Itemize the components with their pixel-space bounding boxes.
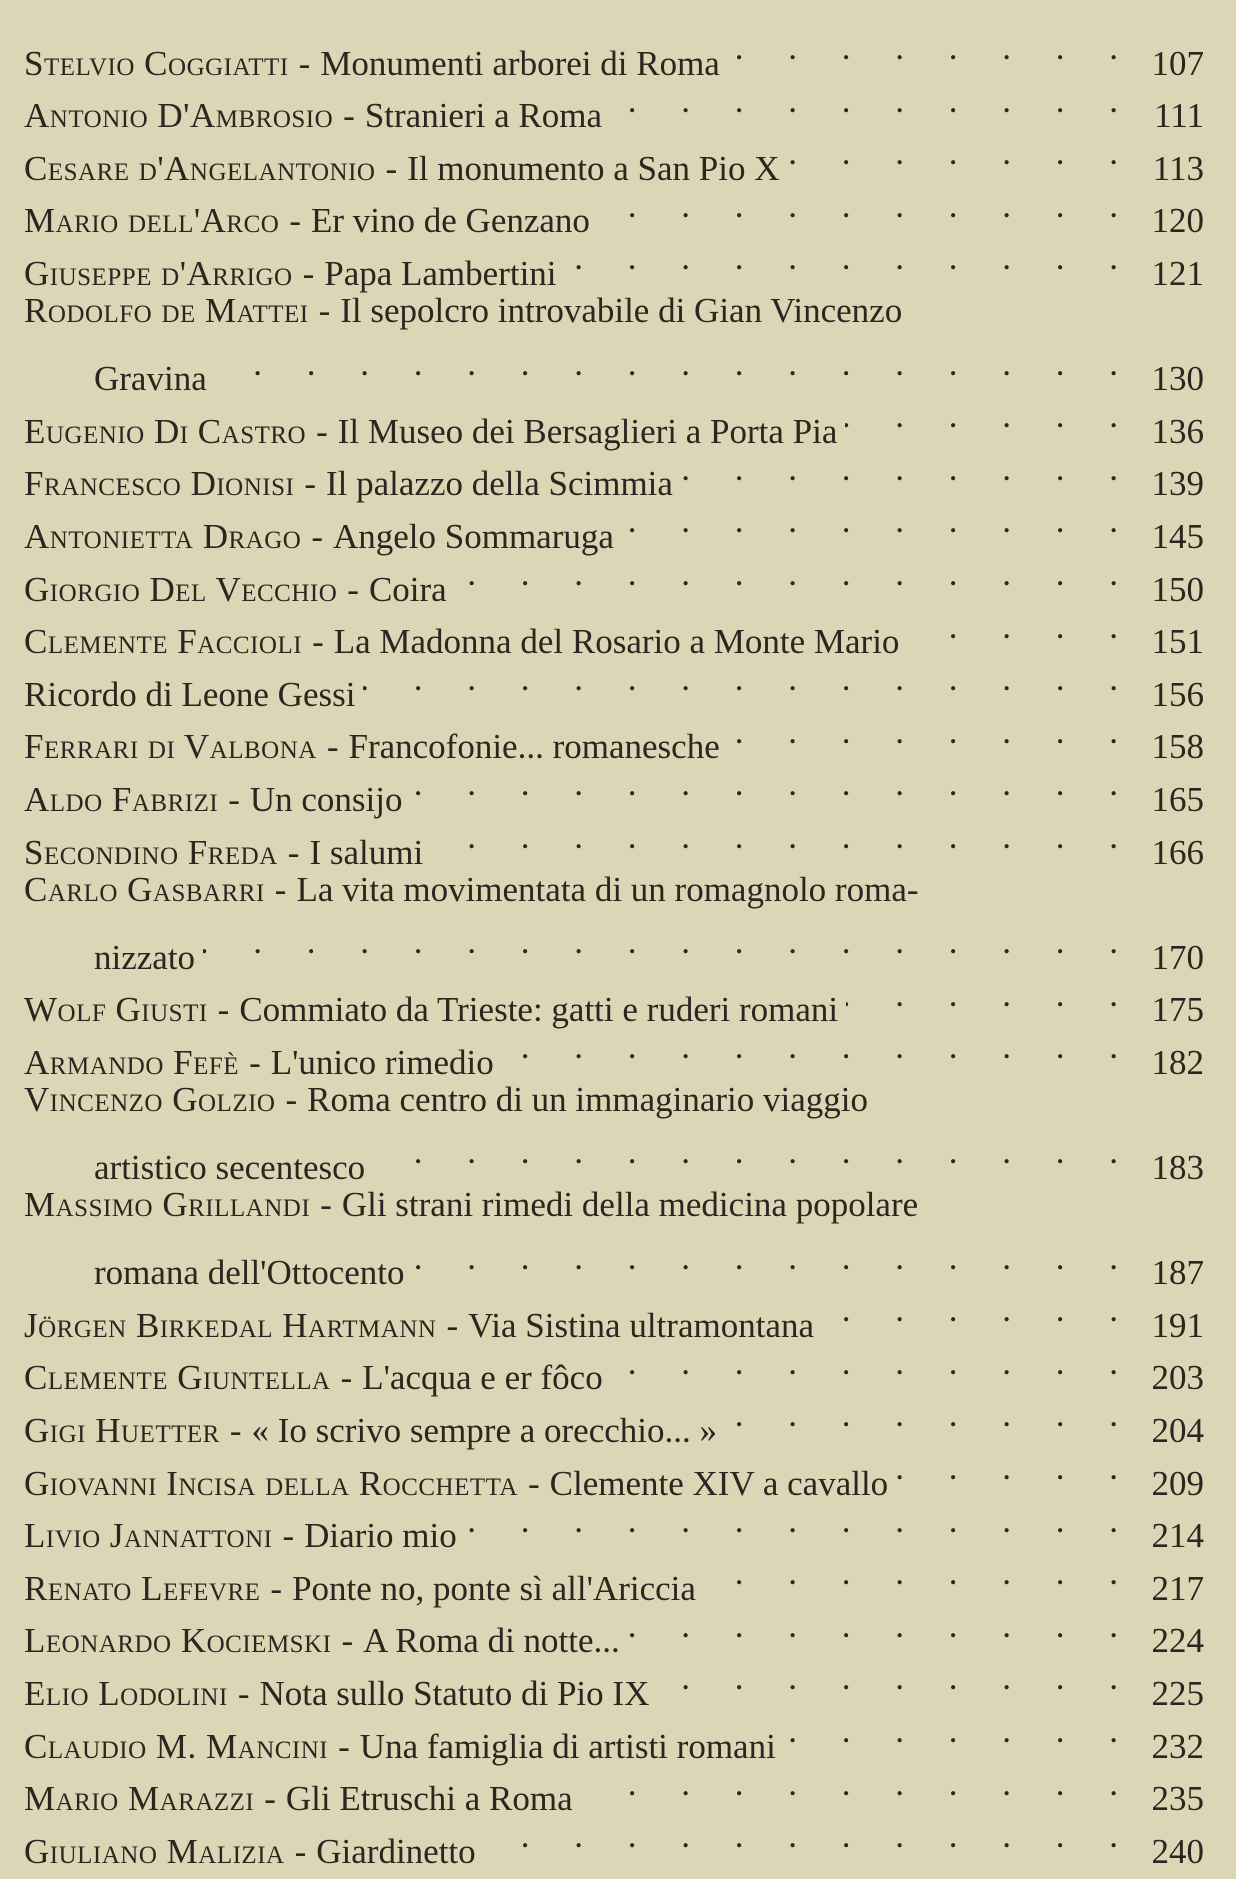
entry-page-number: 150 — [1151, 569, 1204, 609]
dot-leader — [373, 1126, 1136, 1179]
entry-page-number: 165 — [1151, 779, 1204, 819]
entry-page-number: 191 — [1151, 1305, 1204, 1345]
entry-title: Ricordo di Leone Gessi — [24, 674, 356, 714]
entry-author: Gigi Huetter — [24, 1411, 220, 1451]
entry-page-number: 209 — [1151, 1463, 1204, 1503]
entry-page-number: 187 — [1151, 1253, 1204, 1293]
entry-separator: - — [316, 411, 328, 451]
entry-separator: - — [289, 201, 301, 241]
entry-title: Angelo Sommaruga — [332, 516, 614, 556]
entry-author: Cesare d'Angelantonio — [24, 148, 376, 188]
entry-separator: - — [270, 1568, 283, 1608]
dot-leader — [725, 1389, 1136, 1442]
entry-author: Giuliano Malizia — [24, 1831, 285, 1871]
entry-title-continuation: artistico secentesco — [94, 1148, 366, 1188]
dot-leader — [822, 1284, 1136, 1337]
entry-page-number: 145 — [1151, 516, 1204, 556]
entry-title: L'unico rimedio — [270, 1042, 494, 1082]
dot-leader — [907, 601, 1136, 654]
entry-title-continuation: Gravina — [94, 359, 207, 399]
entry-author: Rodolfo de Mattei — [24, 290, 309, 330]
entry-author: Leonardo Kociemski — [24, 1621, 332, 1661]
dot-leader — [728, 706, 1136, 759]
dot-leader — [896, 1442, 1136, 1495]
entry-separator: - — [527, 1463, 540, 1503]
entry-page-number: 224 — [1151, 1621, 1204, 1661]
entry-title: Giardinetto — [316, 1831, 476, 1871]
entry-separator: - — [343, 96, 355, 136]
entry-author: Clemente Giuntella — [24, 1358, 331, 1398]
entry-page-number: 204 — [1151, 1411, 1204, 1451]
entry-separator: - — [285, 1079, 298, 1119]
dot-leader — [581, 1758, 1136, 1811]
entry-separator: - — [347, 569, 359, 609]
entry-title: Una famiglia di artisti romani — [359, 1726, 776, 1766]
dot-leader — [728, 22, 1136, 75]
dot-leader — [565, 232, 1136, 285]
entry-page-number: 235 — [1151, 1779, 1204, 1819]
entry-title-continuation: nizzato — [94, 937, 196, 977]
entry-separator: - — [237, 1674, 250, 1713]
entry-author: Giovanni Incisa della Rocchetta — [24, 1463, 518, 1503]
entry-author: Carlo Gasbarri — [24, 869, 265, 909]
dot-leader — [657, 1652, 1136, 1705]
dot-leader — [413, 1232, 1136, 1285]
entry-page-number: 113 — [1152, 148, 1204, 188]
dot-leader — [598, 180, 1136, 233]
dot-leader — [455, 548, 1136, 601]
entry-title: Coira — [368, 569, 447, 609]
entry-title: Nota sullo Statuto di Pio IX — [259, 1674, 650, 1713]
entry-author: Eugenio Di Castro — [24, 411, 307, 451]
entry-title: Via Sistina ultramontana — [468, 1305, 814, 1345]
dot-leader — [484, 1810, 1136, 1863]
entry-separator: - — [446, 1305, 459, 1345]
entry-page-number: 120 — [1151, 201, 1204, 241]
dot-leader — [431, 811, 1136, 864]
entry-title: L'acqua e er fôco — [362, 1358, 603, 1398]
dot-leader — [787, 127, 1136, 180]
entry-title: Un consijo — [249, 779, 403, 819]
dot-leader — [611, 1337, 1136, 1390]
entry-separator: - — [228, 779, 240, 819]
toc-entry-continuation — [24, 916, 1204, 977]
entry-separator: - — [318, 290, 331, 330]
dot-leader — [502, 1021, 1136, 1074]
entry-page-number: 107 — [1151, 43, 1204, 83]
entry-title: Francofonie... romanesche — [348, 727, 720, 767]
dot-leader — [704, 1547, 1136, 1600]
entry-separator: - — [249, 1042, 261, 1082]
entry-author: Clemente Faccioli — [24, 622, 303, 662]
entry-page-number: 156 — [1151, 674, 1204, 714]
entry-separator: - — [287, 832, 300, 872]
entry-title: « Io scrivo sempre a orecchio... » — [251, 1411, 718, 1451]
entry-separator: - — [340, 1358, 353, 1398]
entry-separator: - — [294, 1831, 307, 1871]
dot-leader — [203, 916, 1136, 969]
entry-separator: - — [217, 990, 230, 1030]
dot-leader — [784, 1705, 1136, 1758]
entry-author: Secondino Freda — [24, 832, 278, 872]
entry-title: Clemente XIV a cavallo — [549, 1463, 889, 1503]
entry-title: I salumi — [309, 832, 424, 872]
entry-page-number: 170 — [1151, 937, 1204, 977]
toc-entry-continuation — [24, 1232, 1204, 1293]
entry-page-number: 130 — [1151, 359, 1204, 399]
dot-leader — [363, 653, 1136, 706]
entry-author: Livio Jannattoni — [24, 1516, 273, 1556]
entry-title: La Madonna del Rosario a Monte Mario — [333, 622, 900, 662]
dot-leader — [681, 443, 1136, 496]
entry-separator: - — [311, 516, 323, 556]
entry-separator: - — [338, 1726, 350, 1766]
entry-author: Renato Lefevre — [24, 1568, 261, 1608]
entry-page-number: 232 — [1151, 1726, 1204, 1766]
entry-page-number: 151 — [1151, 622, 1204, 662]
toc-entry-continuation — [24, 338, 1204, 399]
entry-separator: - — [341, 1621, 354, 1661]
entry-page-number: 166 — [1151, 832, 1204, 872]
toc-entry — [24, 285, 1204, 338]
entry-separator: - — [298, 43, 311, 83]
entry-title: La vita movimentata di un romagnolo roma- — [296, 869, 919, 909]
entry-separator: - — [304, 464, 316, 504]
entry-title: Ponte no, ponte sì all'Ariccia — [292, 1568, 696, 1608]
toc-entry — [24, 864, 1204, 917]
entry-author: Aldo Fabrizi — [24, 779, 219, 819]
dot-leader — [215, 338, 1136, 391]
entry-author: Armando Fefè — [24, 1042, 240, 1082]
entry-title: Diario mio — [304, 1516, 457, 1556]
entry-title: Il Museo dei Bersaglieri a Porta Pia — [337, 411, 838, 451]
entry-title: Roma centro di un immaginario viaggio — [307, 1079, 868, 1119]
entry-page-number: 175 — [1151, 990, 1204, 1030]
entry-separator: - — [274, 869, 287, 909]
toc-entry — [24, 1179, 1204, 1232]
entry-separator: - — [229, 1411, 242, 1451]
entry-title-continuation: romana dell'Ottocento — [94, 1253, 405, 1293]
entry-page-number: 158 — [1151, 727, 1204, 767]
entry-author: Wolf Giusti — [24, 990, 208, 1030]
entry-page-number: 214 — [1151, 1516, 1204, 1556]
dot-leader — [845, 390, 1136, 443]
entry-page-number: 240 — [1151, 1831, 1204, 1871]
entry-author: Mario dell'Arco — [24, 201, 280, 241]
entry-title: Il monumento a San Pio X — [407, 148, 780, 188]
entry-author: Giuseppe d'Arrigo — [24, 253, 293, 293]
entry-page-number: 121 — [1151, 253, 1204, 293]
entry-separator: - — [312, 622, 324, 662]
entry-title: Papa Lambertini — [324, 253, 557, 293]
entry-author: Elio Lodolini — [24, 1674, 228, 1713]
entry-author: Ferrari di Valbona — [24, 727, 317, 767]
entry-author: Claudio M. Mancini — [24, 1726, 329, 1766]
entry-separator: - — [282, 1516, 295, 1556]
entry-page-number: 183 — [1151, 1148, 1204, 1188]
dot-leader — [465, 1495, 1136, 1548]
entry-author: Vincenzo Golzio — [24, 1079, 276, 1119]
entry-separator: - — [385, 148, 398, 188]
entry-title: Er vino de Genzano — [311, 201, 590, 241]
entry-page-number: 139 — [1151, 464, 1204, 504]
dot-leader — [411, 758, 1137, 811]
dot-leader — [610, 75, 1136, 128]
entry-author: Antonio D'Ambrosio — [24, 96, 334, 136]
dot-leader — [846, 969, 1136, 1022]
toc-entry — [24, 22, 1204, 83]
table-of-contents — [24, 22, 1204, 1871]
entry-title: Monumenti arborei di Roma — [320, 43, 720, 83]
dot-leader — [622, 495, 1136, 548]
entry-title: Stranieri a Roma — [364, 96, 602, 136]
entry-author: Francesco Dionisi — [24, 464, 295, 504]
entry-author: Antonietta Drago — [24, 516, 302, 556]
entry-title: Gli strani rimedi della medicina popolare — [341, 1185, 919, 1225]
entry-author: Stelvio Coggiatti — [24, 43, 289, 83]
entry-separator: - — [264, 1779, 276, 1819]
dot-leader — [628, 1600, 1136, 1653]
entry-title: Gli Etruschi a Roma — [285, 1779, 573, 1819]
entry-title: Il sepolcro introvabile di Gian Vincenzo — [340, 290, 903, 330]
entry-title: Il palazzo della Scimmia — [326, 464, 673, 504]
entry-author: Giorgio Del Vecchio — [24, 569, 338, 609]
entry-separator: - — [320, 1185, 332, 1225]
entry-separator: - — [302, 253, 315, 293]
entry-separator: - — [326, 727, 339, 767]
entry-author: Massimo Grillandi — [24, 1185, 311, 1225]
entry-page-number: 182 — [1151, 1042, 1204, 1082]
entry-page-number: 225 — [1151, 1674, 1204, 1713]
entry-author: Jörgen Birkedal Hartmann — [24, 1305, 437, 1345]
entry-page-number: 111 — [1154, 96, 1204, 136]
entry-page-number: 217 — [1151, 1568, 1204, 1608]
toc-entry-continuation — [24, 1126, 1204, 1188]
entry-author: Mario Marazzi — [24, 1779, 255, 1819]
entry-page-number: 203 — [1151, 1358, 1204, 1398]
entry-title: Commiato da Trieste: gatti e ruderi romani — [239, 990, 839, 1030]
entry-title: A Roma di notte... — [363, 1621, 620, 1661]
toc-entry — [24, 1074, 1204, 1127]
entry-page-number: 136 — [1151, 411, 1204, 451]
toc-entry — [24, 969, 1204, 1030]
